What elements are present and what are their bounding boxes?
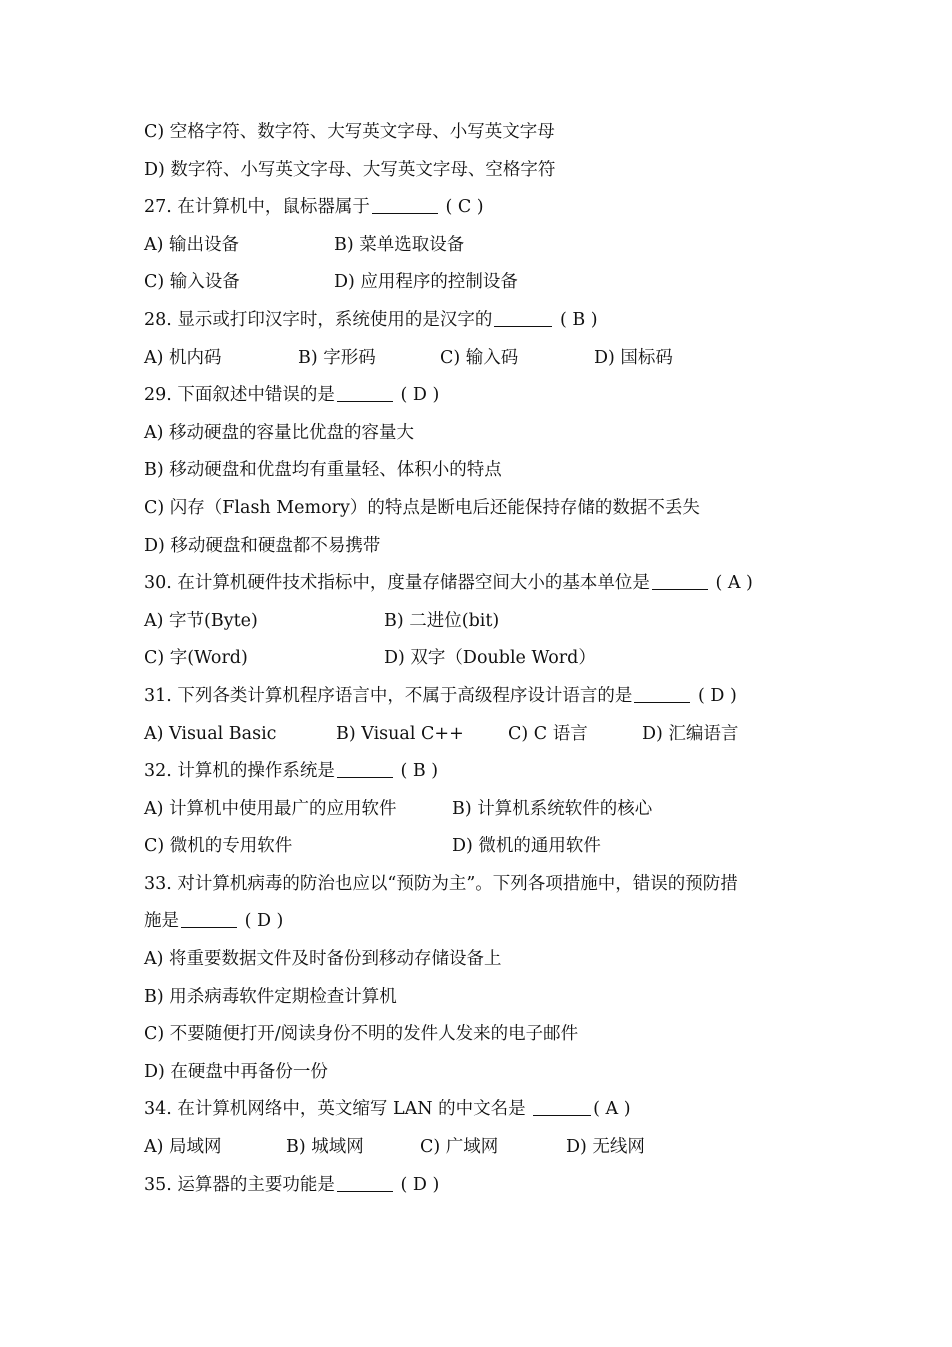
- question-text: 30. 在计算机硬件技术指标中，度量存储器空间大小的基本单位是: [144, 573, 650, 594]
- line-text: A) 将重要数据文件及时备份到移动存储设备上: [144, 949, 502, 970]
- options-line: [144, 716, 824, 754]
- question-line: [144, 1091, 824, 1129]
- option-item: A) 字节(Byte): [144, 610, 258, 631]
- option-item: C) 输入码: [440, 347, 519, 368]
- option-item: D) 双字（Double Word）: [384, 648, 596, 669]
- answer-blank: [634, 684, 690, 703]
- answer-key: ( B ): [394, 761, 439, 782]
- line-text: C) 空格字符、数字符、大写英文字母、小写英文字母: [144, 122, 555, 142]
- options-line: [144, 340, 824, 378]
- options-line: [144, 640, 824, 678]
- answer-key: ( D ): [692, 685, 737, 706]
- line-text: C) 不要随便打开/阅读身份不明的发件人发来的电子邮件: [144, 1024, 579, 1045]
- option-item: D) 国标码: [594, 347, 673, 368]
- line-text: D) 在硬盘中再备份一份: [144, 1061, 328, 1082]
- answer-key: ( D ): [394, 385, 440, 406]
- option-item: D) 汇编语言: [642, 723, 739, 744]
- question-text: 34. 在计算机网络中，英文缩写 LAN 的中文名是: [144, 1099, 532, 1120]
- options-line: [144, 1129, 824, 1167]
- option-item: C) C 语言: [508, 723, 588, 744]
- line-text: D) 数字符、小写英文字母、大写英文字母、空格字符: [144, 159, 556, 180]
- option-item: A) 计算机中使用最广的应用软件: [144, 798, 397, 819]
- answer-blank: [533, 1097, 591, 1116]
- text-line: [144, 866, 824, 904]
- text-line: [144, 415, 824, 453]
- option-item: D) 应用程序的控制设备: [334, 272, 518, 293]
- text-line: [144, 941, 824, 979]
- answer-key: ( A ): [709, 573, 753, 594]
- question-text: 29. 下面叙述中错误的是: [144, 385, 335, 406]
- question-line: [144, 377, 824, 415]
- option-item: D) 无线网: [566, 1137, 645, 1158]
- option-item: B) 城域网: [286, 1137, 364, 1158]
- text-line: [144, 1016, 824, 1054]
- option-item: C) 字(Word): [144, 648, 248, 669]
- question-line: [144, 753, 824, 791]
- line-text: A) 移动硬盘的容量比优盘的容量大: [144, 422, 415, 443]
- option-item: D) 微机的通用软件: [452, 836, 601, 857]
- text-line: [144, 152, 824, 190]
- line-text: 33. 对计算机病毒的防治也应以“预防为主”。下列各项措施中，错误的预防措: [144, 873, 738, 894]
- answer-blank: [494, 308, 552, 327]
- options-line: [144, 264, 824, 302]
- line-text: C) 闪存（Flash Memory）的特点是断电后还能保持存储的数据不丢失: [144, 497, 700, 518]
- text-line: [144, 452, 824, 490]
- option-item: A) 输出设备: [144, 234, 240, 255]
- options-line: [144, 603, 824, 641]
- question-line: [144, 189, 824, 227]
- options-line: [144, 791, 824, 829]
- option-item: A) 局域网: [144, 1137, 222, 1158]
- line-text: D) 移动硬盘和硬盘都不易携带: [144, 535, 381, 556]
- question-line: [144, 565, 824, 603]
- options-line: [144, 828, 824, 866]
- answer-key: ( C ): [439, 197, 484, 218]
- option-item: C) 广域网: [420, 1137, 499, 1158]
- option-item: B) 二进位(bit): [384, 610, 500, 631]
- option-item: B) 计算机系统软件的核心: [452, 798, 653, 819]
- option-item: B) Visual C++: [336, 723, 464, 744]
- answer-blank: [372, 195, 438, 214]
- answer-key: ( A ): [593, 1099, 631, 1120]
- line-text: B) 用杀病毒软件定期检查计算机: [144, 986, 397, 1007]
- answer-key: ( B ): [554, 309, 598, 330]
- answer-key: ( D ): [394, 1174, 440, 1195]
- answer-blank: [337, 759, 393, 778]
- question-line: [144, 302, 824, 340]
- answer-blank: [181, 909, 237, 928]
- options-line: [144, 227, 824, 265]
- answer-blank: [337, 1173, 393, 1192]
- question-text: 施是: [144, 911, 179, 932]
- question-text: 32. 计算机的操作系统是: [144, 761, 335, 782]
- text-line: [144, 114, 824, 152]
- option-item: B) 菜单选取设备: [334, 234, 465, 255]
- question-line: [144, 903, 824, 941]
- text-line: [144, 490, 824, 528]
- question-text: 31. 下列各类计算机程序语言中，不属于高级程序设计语言的是: [144, 685, 633, 706]
- question-line: [144, 1167, 824, 1205]
- question-text: 35. 运算器的主要功能是: [144, 1174, 335, 1195]
- question-text: 27. 在计算机中，鼠标器属于: [144, 197, 370, 218]
- answer-blank: [337, 383, 393, 402]
- text-line: [144, 528, 824, 566]
- answer-blank: [652, 571, 708, 590]
- option-item: B) 字形码: [298, 347, 376, 368]
- option-item: A) 机内码: [144, 347, 222, 368]
- exam-page: [144, 114, 824, 1204]
- question-line: [144, 678, 824, 716]
- question-text: 28. 显示或打印汉字时，系统使用的是汉字的: [144, 309, 493, 330]
- option-item: A) Visual Basic: [144, 723, 277, 744]
- option-item: C) 微机的专用软件: [144, 836, 293, 857]
- line-text: B) 移动硬盘和优盘均有重量轻、体积小的特点: [144, 460, 502, 481]
- text-line: [144, 979, 824, 1017]
- answer-key: ( D ): [239, 911, 284, 932]
- text-line: [144, 1054, 824, 1092]
- option-item: C) 输入设备: [144, 272, 240, 293]
